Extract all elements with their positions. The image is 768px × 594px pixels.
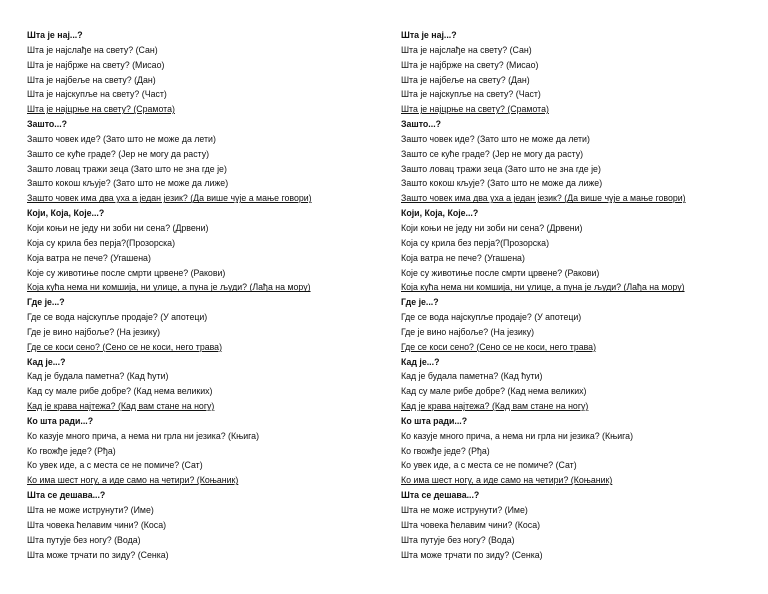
riddle-line: Ко гвожђе једе? (Рђа): [27, 445, 116, 456]
section-heading: Који, Која, Које...?: [401, 208, 479, 219]
riddle-line: Шта је најцрње на свету? (Срамота): [27, 104, 175, 115]
riddle-line: Шта је најслађе на свету? (Сан): [27, 44, 158, 55]
section-heading: Шта се дешава...?: [401, 490, 480, 501]
riddle-line: Где је вино најбоље? (На језику): [27, 326, 161, 337]
riddle-line: Ко има шест ногу, а иде само на четири? (Коњаник): [401, 475, 613, 486]
riddle-line: Шта не може иструнути? (Име): [401, 505, 528, 515]
section-heading: Зашто...?: [27, 119, 68, 130]
riddle-line: Шта је најбеље на свету? (Дан): [27, 74, 156, 85]
riddle-section: [401, 414, 753, 488]
riddle-line: Шта може трчати по зиду? (Сенка): [401, 549, 543, 560]
riddle-section: [401, 206, 753, 295]
riddle-section: [401, 355, 753, 414]
riddle-line: Шта путује без ногу? (Вода): [401, 534, 515, 545]
riddle-line: Ко казује много прича, а нема ни грла ни језика? (Књига): [401, 430, 634, 441]
riddle-section: [401, 488, 753, 562]
riddle-line: Кад је крава најтежа? (Кад вам стане на ногу): [401, 401, 589, 412]
riddle-section: [401, 295, 753, 354]
riddle-line: Зашто човек има два уха а један језик? (Да више чује а мање говори): [401, 193, 686, 204]
riddle-line: Ко има шест ногу, а иде само на четири? (Коњаник): [27, 475, 239, 486]
riddle-line: Зашто кокош кљује? (Зато што не може да лиже): [401, 178, 603, 189]
section-heading: Ко шта ради...?: [401, 415, 468, 426]
section-heading: Који, Која, Које...?: [27, 208, 105, 219]
riddle-line: Кад су мале рибе добре? (Кад нема великих): [401, 386, 587, 397]
section-heading: Кад је...?: [27, 356, 66, 367]
section-heading: Зашто...?: [401, 119, 442, 130]
riddle-line: Ко увек иде, а с места се не помиче? (Сат): [27, 460, 203, 471]
riddle-section: [27, 414, 379, 488]
riddle-section: [401, 117, 753, 206]
section-heading: Шта је нај...?: [27, 30, 83, 40]
riddle-line: Која ватра не пече? (Угашена): [401, 252, 525, 263]
riddle-line: Кад је крава најтежа? (Кад вам стане на ногу): [27, 401, 215, 412]
riddle-line: Ко гвожђе једе? (Рђа): [401, 445, 490, 456]
section-heading: Кад је...?: [401, 356, 440, 367]
riddle-line: Шта је најбрже на свету? (Мисао): [401, 59, 539, 70]
section-heading: Ко шта ради...?: [27, 415, 94, 426]
riddle-line: Ко казује много прича, а нема ни грла ни језика? (Књига): [27, 430, 260, 441]
riddle-line: Где је вино најбоље? (На језику): [401, 326, 535, 337]
riddle-line: Која су крила без перја?(Прозорска): [27, 237, 175, 248]
riddle-line: Где се вода најскупље продаје? (У апотеци): [27, 312, 208, 323]
riddle-line: Шта човека ћелавим чини? (Коса): [401, 519, 541, 530]
section-heading: Шта се дешава...?: [27, 490, 106, 501]
riddle-line: Зашто човек иде? (Зато што не може да лети): [401, 133, 590, 144]
riddle-line: Шта је најскупље на свету? (Част): [401, 89, 541, 100]
riddle-line: Која кућа нема ни комшија, ни улице, а пуна је људи? (Лађа на мору): [401, 282, 685, 293]
section-heading: Где је...?: [401, 297, 439, 308]
riddle-line: Кад је будала паметна? (Кад ћути): [27, 371, 169, 382]
riddle-line: Зашто се куће граде? (Јер не могу да расту): [27, 148, 210, 159]
riddle-line: Шта човека ћелавим чини? (Коса): [27, 519, 167, 530]
riddle-line: Зашто ловац тражи зеца (Зато што не зна где је): [27, 163, 227, 174]
riddle-line: Ко увек иде, а с места се не помиче? (Сат): [401, 460, 577, 471]
riddle-line: Шта је најбрже на свету? (Мисао): [27, 59, 165, 70]
riddle-line: Који коњи не једу ни зоби ни сена? (Дрвени): [27, 222, 209, 233]
riddle-section: [27, 295, 379, 354]
riddle-line: Зашто човек има два уха а један језик? (Да више чује а мање говори): [27, 193, 312, 204]
riddle-line: Зашто човек иде? (Зато што не може да лети): [27, 133, 216, 144]
riddle-line: Шта путује без ногу? (Вода): [27, 534, 141, 545]
section-heading: Шта је нај...?: [401, 30, 457, 40]
riddle-line: Која су крила без перја?(Прозорска): [401, 237, 549, 248]
riddle-section: [27, 28, 379, 117]
riddle-line: Које су животиње после смрти црвене? (Ракови): [401, 267, 600, 278]
riddle-line: Зашто кокош кљује? (Зато што не може да лиже): [27, 178, 229, 189]
riddle-section: [27, 355, 379, 414]
riddle-line: Шта је најслађе на свету? (Сан): [401, 44, 532, 55]
riddle-line: Шта може трчати по зиду? (Сенка): [27, 549, 169, 560]
riddle-section: [27, 488, 379, 562]
riddle-line: Који коњи не једу ни зоби ни сена? (Дрвени): [401, 222, 583, 233]
riddle-line: Где се коси сено? (Сено се не коси, него трава): [27, 341, 223, 352]
riddle-line: Шта је најцрње на свету? (Срамота): [401, 104, 549, 115]
left-column: [27, 28, 379, 562]
section-heading: Где је...?: [27, 297, 65, 308]
riddle-line: Које су животиње после смрти црвене? (Ракови): [27, 267, 226, 278]
riddle-section: [401, 28, 753, 117]
riddle-line: Кад су мале рибе добре? (Кад нема великих): [27, 386, 213, 397]
riddle-line: Где се вода најскупље продаје? (У апотеци): [401, 312, 582, 323]
riddle-line: Која ватра не пече? (Угашена): [27, 252, 151, 263]
riddle-section: [27, 117, 379, 206]
riddle-section: [27, 206, 379, 295]
riddle-line: Кад је будала паметна? (Кад ћути): [401, 371, 543, 382]
riddle-line: Зашто се куће граде? (Јер не могу да расту): [401, 148, 584, 159]
riddle-line: Шта је најскупље на свету? (Част): [27, 89, 167, 100]
right-column: [401, 28, 753, 562]
riddle-line: Где се коси сено? (Сено се не коси, него трава): [401, 341, 597, 352]
riddle-line: Шта не може иструнути? (Име): [27, 505, 154, 515]
riddle-line: Која кућа нема ни комшија, ни улице, а пуна је људи? (Лађа на мору): [27, 282, 311, 293]
riddle-line: Зашто ловац тражи зеца (Зато што не зна где је): [401, 163, 601, 174]
riddle-line: Шта је најбеље на свету? (Дан): [401, 74, 530, 85]
